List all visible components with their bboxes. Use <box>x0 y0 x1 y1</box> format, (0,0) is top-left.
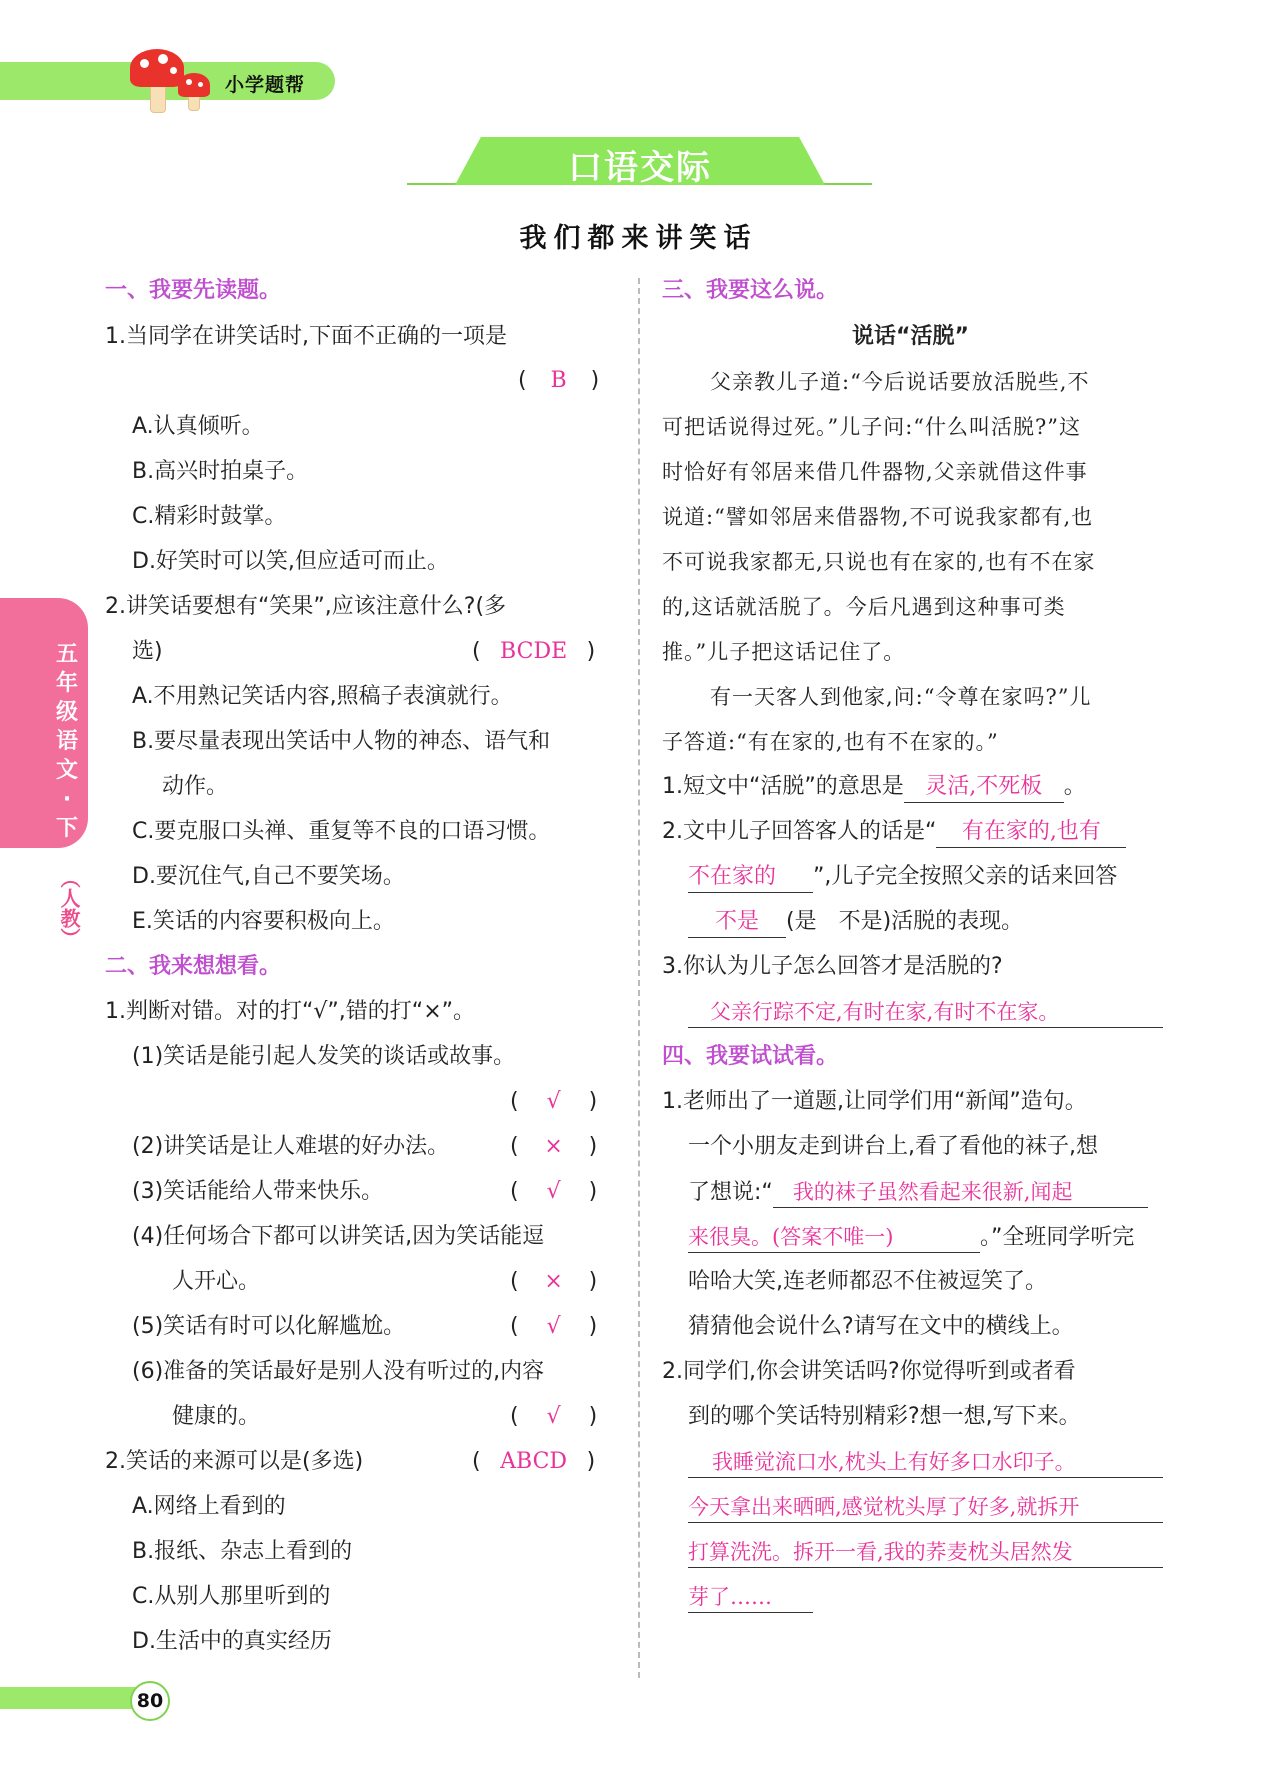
lesson-title: 我们都来讲笑话 <box>519 223 758 254</box>
judge-intro: 1.判断对错。对的打“√”,错的打“×”。 <box>105 999 476 1024</box>
answer-t1-a: 我的袜子虽然看起来很新,闻起 <box>773 1177 1148 1208</box>
judge-item-1: (1)笑话是能引起人发笑的谈话或故事。 <box>132 1044 516 1069</box>
answer-t2-line: 芽了…… <box>688 1582 813 1613</box>
option-c: C.从别人那里听到的 <box>132 1584 331 1609</box>
story-line: 时恰好有邻居来借几件器物,父亲就借这件事 <box>662 460 1088 484</box>
section-1-title: 一、我要先读题。 <box>105 278 282 303</box>
answer-paren: ( B ) <box>518 366 599 396</box>
option-d: D.要沉住气,自己不要笑场。 <box>132 864 405 889</box>
judge-item-5: (5)笑话有时可以化解尴尬。 <box>132 1314 406 1339</box>
answer-j1: √ <box>546 1089 561 1114</box>
answer-r2-b: 不在家的 <box>688 862 813 893</box>
answer-q3: ABCD <box>500 1449 568 1474</box>
question-2: 2.讲笑话要想有“笑果”,应该注意什么?(多 <box>105 594 507 619</box>
task-1-cont: 哈哈大笑,连老师都忍不住被逗笑了。 <box>688 1269 1047 1294</box>
judge-item-3: (3)笑话能给人带来快乐。 <box>132 1179 384 1204</box>
answer-r1: 灵活,不死板 <box>904 772 1064 803</box>
judge-item-4: (4)任何场合下都可以讲笑话,因为笑话能逗 <box>132 1224 545 1249</box>
judge-item-2: (2)讲笑话是让人难堪的好办法。 <box>132 1134 450 1159</box>
answer-r3: 父亲行踪不定,有时在家,有时不在家。 <box>688 997 1163 1028</box>
option-b: B.要尽量表现出笑话中人物的神态、语气和 <box>132 729 551 754</box>
story-line: 推。”儿子把这话记住了。 <box>662 640 906 664</box>
story-line: 有一天客人到他家,问:“令尊在家吗?”儿 <box>710 685 1092 709</box>
question-2-cont: 选) <box>132 639 163 664</box>
story-line: 的,这话就活脱了。今后凡遇到这种事可类 <box>662 595 1066 619</box>
story-line: 父亲教儿子道:“今后说话要放活脱些,不 <box>710 370 1090 394</box>
task-1: 1.老师出了一道题,让同学们用“新闻”造句。 <box>662 1089 1087 1114</box>
answer-j5: √ <box>546 1314 561 1339</box>
answer-j4: × <box>544 1269 563 1294</box>
story-line: 子答道:“有在家的,也有不在家的。” <box>662 730 999 754</box>
answer-paren: ( BCDE ) <box>472 637 595 667</box>
section-header: 口语交际 <box>568 148 712 188</box>
option-a: A.认真倾听。 <box>132 414 264 439</box>
section-4-title: 四、我要试试看。 <box>662 1044 839 1069</box>
option-c: C.精彩时鼓掌。 <box>132 504 287 529</box>
question-r2-cont: 不是 (是 不是)活脱的表现。 <box>688 907 1023 938</box>
answer-q2: BCDE <box>500 639 568 664</box>
question-r3: 3.你认为儿子怎么回答才是活脱的? <box>662 954 1003 979</box>
option-a: A.网络上看到的 <box>132 1494 286 1519</box>
question-r2: 2.文中儿子回答客人的话是“ 有在家的,也有 <box>662 817 1126 848</box>
answer-paren: ( √ ) <box>510 1177 597 1207</box>
answer-paren: ( ABCD ) <box>472 1447 595 1477</box>
answer-j3: √ <box>546 1179 561 1204</box>
answer-q1: B <box>550 368 567 393</box>
question-3: 2.笑话的来源可以是(多选) <box>105 1449 364 1474</box>
task-1-cont: 来很臭。(答案不唯一) 。”全班同学听完 <box>688 1222 1134 1253</box>
task-1-cont: 了想说:“ 我的袜子虽然看起来很新,闻起 <box>688 1177 1148 1208</box>
answer-t2-line: 打算洗洗。拆开一看,我的荞麦枕头居然发 <box>688 1537 1163 1568</box>
option-d: D.生活中的真实经历 <box>132 1629 332 1654</box>
answer-paren: ( √ ) <box>510 1087 597 1117</box>
section-2-title: 二、我来想想看。 <box>105 954 282 979</box>
option-b: B.高兴时拍桌子。 <box>132 459 309 484</box>
story-title: 说话“活脱” <box>852 324 969 349</box>
task-1-hint: 猜猜他会说什么?请写在文中的横线上。 <box>688 1314 1074 1339</box>
brand-name: 小学题帮 <box>225 74 306 96</box>
page-number: 80 <box>130 1681 170 1721</box>
option-b: B.报纸、杂志上看到的 <box>132 1539 353 1564</box>
judge-item-4-cont: 人开心。 <box>172 1269 261 1294</box>
story-line: 不可说我家都无,只说也有在家的,也有不在家 <box>662 550 1096 574</box>
task-2: 2.同学们,你会讲笑话吗?你觉得听到或者看 <box>662 1359 1076 1384</box>
answer-paren: ( √ ) <box>510 1312 597 1342</box>
answer-paren: ( × ) <box>510 1132 597 1162</box>
judge-item-6-cont: 健康的。 <box>172 1404 261 1429</box>
answer-paren: ( √ ) <box>510 1402 597 1432</box>
answer-paren: ( × ) <box>510 1267 597 1297</box>
answer-t2-line: 我睡觉流口水,枕头上有好多口水印子。 <box>688 1447 1163 1478</box>
answer-t1-b: 来很臭。(答案不唯一) <box>688 1222 980 1253</box>
story-line: 可把话说得过死。”儿子问:“什么叫活脱?”这 <box>662 415 1082 439</box>
question-r2-cont: 不在家的 ”,儿子完全按照父亲的话来回答 <box>688 862 1117 893</box>
option-a: A.不用熟记笑话内容,照稿子表演就行。 <box>132 684 513 709</box>
task-2-cont: 到的哪个笑话特别精彩?想一想,写下来。 <box>688 1404 1081 1429</box>
answer-j2: × <box>544 1134 563 1159</box>
edition-label: （人教） <box>57 868 81 948</box>
answer-r2-a: 有在家的,也有 <box>936 817 1126 848</box>
judge-item-6: (6)准备的笑话最好是别人没有听过的,内容 <box>132 1359 545 1384</box>
question-1: 1.当同学在讲笑话时,下面不正确的一项是 <box>105 324 507 349</box>
footer-bar <box>0 1687 138 1709</box>
story-line: 说道:“譬如邻居来借器物,不可说我家都有,也 <box>662 505 1094 529</box>
section-3-title: 三、我要这么说。 <box>662 278 839 303</box>
grade-label: 五年级语文·下 <box>55 642 78 841</box>
answer-j6: √ <box>546 1404 561 1429</box>
option-d: D.好笑时可以笑,但应适可而止。 <box>132 549 449 574</box>
answer-r2-c: 不是 <box>688 907 786 938</box>
option-c: C.要克服口头禅、重复等不良的口语习惯。 <box>132 819 551 844</box>
answer-t2-line: 今天拿出来晒晒,感觉枕头厚了好多,就拆开 <box>688 1492 1163 1523</box>
mushroom-icon <box>128 45 218 115</box>
question-r1: 1.短文中“活脱”的意思是 灵活,不死板 。 <box>662 772 1086 803</box>
option-b-cont: 动作。 <box>162 774 229 799</box>
column-divider <box>638 278 640 1678</box>
option-e: E.笑话的内容要积极向上。 <box>132 909 395 934</box>
task-1-cont: 一个小朋友走到讲台上,看了看他的袜子,想 <box>688 1134 1098 1159</box>
